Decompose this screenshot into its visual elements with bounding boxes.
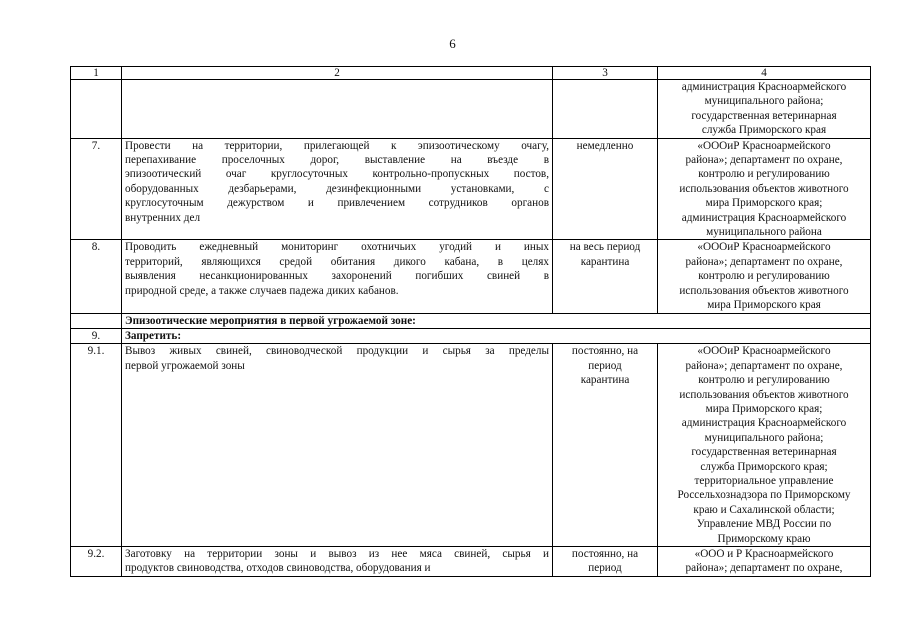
responsible-line: района»; департамент по охране,: [685, 562, 843, 575]
responsible-line: «ООО и Р Красноармейского: [694, 548, 834, 560]
measure-description: [122, 547, 553, 577]
prohibit-heading: Запретить:: [122, 328, 871, 343]
measure-line: природной среде, а также случаев падежа диких кабанов.: [125, 284, 399, 297]
measure-line: перепахивание проселочных дорог, выставление на въезде в: [125, 154, 549, 167]
responsible-line: Управление МВД России по: [696, 518, 832, 531]
period-line: период: [588, 562, 622, 575]
responsible-line: «ОООиР Красноармейского: [697, 345, 831, 358]
responsible-line: муниципального района;: [704, 431, 824, 444]
row-number: [71, 80, 122, 139]
measure-description: [122, 240, 553, 313]
table-row: [71, 328, 871, 343]
column-header-1: 1: [71, 67, 122, 80]
measure-line: Заготовку на территории зоны и вывоз из нее мяса свиней, сырья и: [125, 548, 549, 560]
measure-line: оборудованных дезбарьерами, дезинфекционными установками, с: [125, 182, 549, 195]
row-number: 9.1.: [71, 344, 122, 547]
table-row: [71, 547, 871, 577]
period-line: немедленно: [576, 139, 634, 152]
responsible-parties: [658, 240, 871, 313]
measure-period: [553, 344, 658, 547]
measures-table: [70, 66, 871, 577]
period-line: постоянно, на: [571, 345, 639, 358]
section-row: [71, 313, 871, 328]
measure-line: Проводить ежедневный мониторинг охотничьих угодий и иных: [125, 241, 549, 254]
measure-description: [122, 344, 553, 547]
column-header-3: 3: [553, 67, 658, 80]
measure-line: круглосуточным дежурством и привлечением сотрудников органов: [125, 197, 549, 210]
responsible-line: мира Приморского края;: [705, 402, 823, 415]
period-line: на весь период: [569, 241, 641, 254]
section-title: Эпизоотические мероприятия в первой угрожаемой зоне:: [122, 313, 871, 328]
row-number: 9.2.: [71, 547, 122, 577]
responsible-line: служба Приморского края: [701, 124, 827, 137]
responsible-line: района»; департамент по охране,: [685, 255, 843, 268]
measure-period: [553, 80, 658, 139]
responsible-line: муниципального района: [706, 226, 822, 239]
responsible-line: государственная ветеринарная: [691, 109, 837, 122]
measure-line: первой угрожаемой зоны: [125, 359, 245, 372]
responsible-line: служба Приморского края;: [700, 460, 828, 473]
measure-line: эпизоотический очаг круглосуточных контрольно-пропускных постов,: [125, 168, 549, 181]
responsible-line: краю и Сахалинской области;: [693, 503, 835, 516]
measure-line: Вывоз живых свиней, свиноводческой продукции и сырья за пределы: [125, 345, 549, 358]
measure-description: [122, 80, 553, 139]
table-row: [71, 80, 871, 139]
responsible-line: «ОООиР Красноармейского: [697, 139, 831, 152]
responsible-line: использования объектов животного: [679, 284, 849, 297]
responsible-line: контролю и регулированию: [698, 270, 830, 283]
responsible-line: Приморскому краю: [717, 532, 811, 545]
measure-period: [553, 138, 658, 240]
table-row: [71, 138, 871, 240]
column-header-2: 2: [122, 67, 553, 80]
responsible-line: контролю и регулированию: [698, 374, 830, 387]
period-line: постоянно, на: [571, 548, 639, 560]
measure-line: продуктов свиноводства, отходов свиноводства, оборудования и: [125, 562, 431, 575]
responsible-line: территориальное управление: [694, 474, 834, 487]
responsible-line: Россельхознадзора по Приморскому: [677, 489, 851, 502]
responsible-line: администрация Красноармейского: [681, 81, 847, 93]
table-row: [71, 240, 871, 313]
column-header-4: 4: [658, 67, 871, 80]
measure-period: [553, 240, 658, 313]
responsible-line: администрация Красноармейского: [681, 211, 847, 224]
responsible-line: государственная ветеринарная: [691, 446, 837, 459]
responsible-parties: [658, 344, 871, 547]
row-number: 8.: [71, 240, 122, 313]
row-number: [71, 313, 122, 328]
responsible-parties: [658, 80, 871, 139]
responsible-line: района»; департамент по охране,: [685, 154, 843, 167]
measure-line: выявления несанкционированных захоронений погибших свиней в: [125, 270, 549, 283]
responsible-line: «ОООиР Красноармейского: [697, 241, 831, 254]
responsible-line: мира Приморского края: [707, 299, 821, 312]
page-number: 6: [449, 36, 456, 51]
responsible-line: использования объектов животного: [679, 388, 849, 401]
measure-description: [122, 138, 553, 240]
responsible-line: использования объектов животного: [679, 182, 849, 195]
measure-line: территорий, являющихся средой обитания дикого кабана, в целях: [125, 255, 549, 268]
row-number: 9.: [71, 328, 122, 343]
responsible-line: администрация Красноармейского: [681, 417, 847, 430]
measure-line: внутренних дел: [125, 211, 201, 224]
responsible-line: мира Приморского края;: [705, 197, 823, 210]
responsible-line: контролю и регулированию: [698, 168, 830, 181]
period-line: карантина: [580, 255, 630, 268]
row-number: 7.: [71, 138, 122, 240]
responsible-parties: [658, 547, 871, 577]
measure-line: Провести на территории, прилегающей к эпизоотическому очагу,: [125, 139, 549, 152]
responsible-line: муниципального района;: [704, 95, 824, 108]
responsible-line: района»; департамент по охране,: [685, 359, 843, 372]
period-line: карантина: [580, 374, 630, 387]
period-line: период: [588, 359, 622, 372]
column-number-row: [71, 67, 871, 80]
responsible-parties: [658, 138, 871, 240]
table-row: [71, 344, 871, 547]
measure-period: [553, 547, 658, 577]
